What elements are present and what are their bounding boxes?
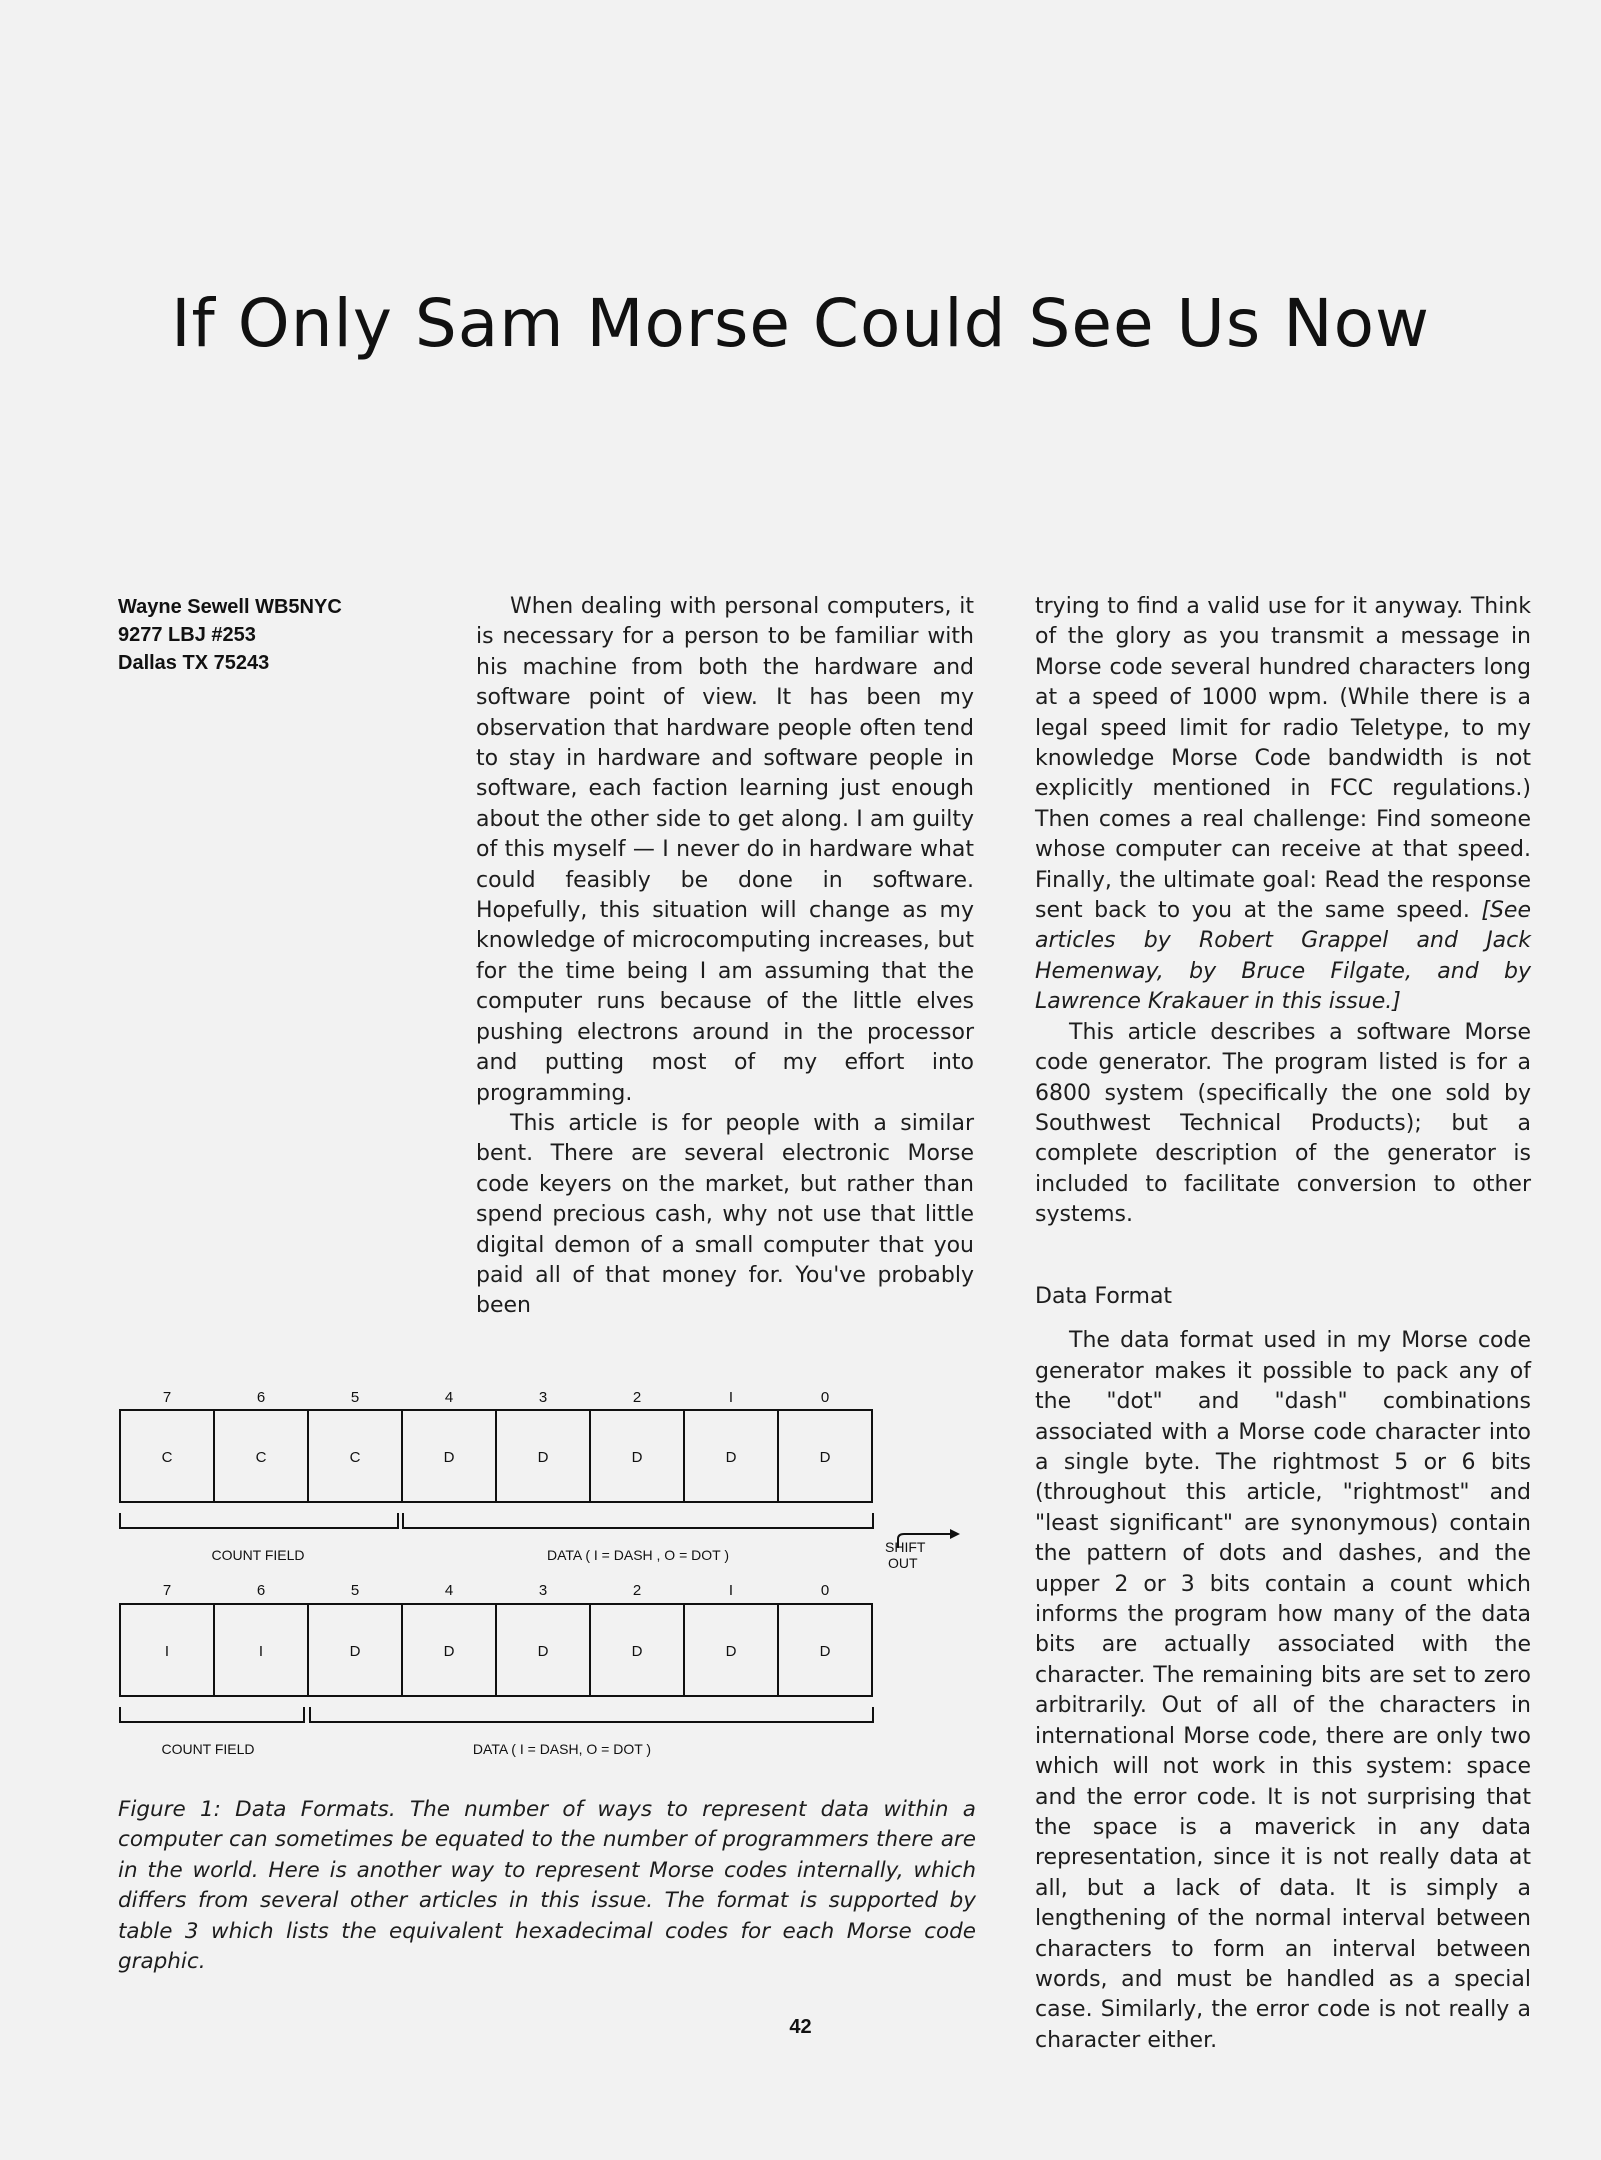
data-field-label: DATA ( I = DASH , O = DOT ) <box>546 1547 730 1563</box>
bit-number: 2 <box>632 1389 642 1406</box>
bit-cell-label: D <box>537 1449 549 1466</box>
author-address-line-2: Dallas TX 75243 <box>118 652 270 674</box>
data-field-bracket <box>403 1513 873 1528</box>
bit-row-1 <box>120 1389 960 1571</box>
count-field-bracket <box>120 1513 398 1528</box>
bit-number: 5 <box>350 1582 360 1599</box>
bit-cell-label: C <box>349 1449 361 1466</box>
bit-number: 0 <box>820 1389 830 1406</box>
author-name: Wayne Sewell WB5NYC <box>118 596 342 618</box>
body-column-2-continued <box>1035 1282 1531 2056</box>
bit-cell-label: D <box>349 1643 361 1660</box>
shift-label: SHIFT <box>885 1539 926 1555</box>
body-paragraph <box>1035 592 1531 1018</box>
editor-note: [See articles by Robert Grappel and Jack Hemenway, by Bruce Filgate, and by Lawrence Krakauer in this issue.] <box>1035 898 1531 1015</box>
body-column-1 <box>476 592 974 1322</box>
out-label: OUT <box>888 1555 918 1571</box>
bit-row-2 <box>120 1582 873 1757</box>
bit-cell-label: C <box>161 1449 173 1466</box>
data-field-label: DATA ( I = DASH, O = DOT ) <box>472 1741 652 1757</box>
count-field-label: COUNT FIELD <box>211 1547 305 1563</box>
bit-cell-label: D <box>819 1643 831 1660</box>
body-text: trying to find a valid use for it anyway. Think of the glory as you transmit a message in Morse code several hundred characters long at a speed of 1000 wpm. (While there is a legal speed limit for radio Teletype, to my knowledge Morse Code bandwidth is not explicitly mentioned in FCC regulations.) Then comes a real challenge: Find someone whose computer can receive at that speed. Finally, the ultimate goal: Read the response sent back to you at the same speed. <box>1035 594 1531 924</box>
count-field-bracket <box>120 1707 304 1722</box>
data-field-bracket <box>310 1707 873 1722</box>
section-heading: Data Format <box>1035 1284 1173 1309</box>
bit-number: 7 <box>162 1389 172 1406</box>
bit-number: 3 <box>538 1582 548 1599</box>
figure-data-formats <box>100 1380 980 1770</box>
bit-number: 3 <box>538 1389 548 1406</box>
caption-text: Data Formats. The number of ways to represent data within a computer can sometimes be equated to the number of programmers there are in the world. Here is another way to represent Morse codes internally, which differs from several other articles in this issue. The format is supported by table 3 which lists the equivalent hexadecimal codes for each Morse code graphic. <box>118 1797 976 1975</box>
figure-caption <box>118 1795 976 1977</box>
bit-number: 2 <box>632 1582 642 1599</box>
bit-number: 4 <box>444 1389 454 1406</box>
bit-cell-label: D <box>631 1643 643 1660</box>
bit-number: 5 <box>350 1389 360 1406</box>
bit-cell-label: C <box>255 1449 267 1466</box>
article-title: If Only Sam Morse Could See Us Now <box>171 285 1430 362</box>
bit-number: 6 <box>256 1389 266 1406</box>
body-paragraph: When dealing with personal computers, it is necessary for a person to be familiar with his machine from both the hardware and software point of view. It has been my observation that hardware people often tend to stay in hardware and software people in software, each faction learning just enough about the other side to get along. I am guilty of this myself — I never do in hardware what could feasibly be done in software. Hopefully, this situation will change as my knowledge of microcomputing increases, but for the time being I am assuming that the computer runs because of the little elves pushing electrons around in the processor and putting most of my effort into programming. <box>476 594 974 1106</box>
bit-number: I <box>728 1582 734 1599</box>
page-number: 42 <box>789 2016 812 2038</box>
author-address-line-1: 9277 LBJ #253 <box>118 624 256 646</box>
bit-cell-label: I <box>164 1643 170 1660</box>
figure-diagram <box>100 1380 980 1770</box>
body-paragraph: This article is for people with a similar bent. There are several electronic Morse code keyers on the market, but rather than spend precious cash, why not use that little digital demon of a small computer that you paid all of that money for. You've probably been <box>476 1110 974 1319</box>
caption-label: Figure 1: <box>118 1797 221 1822</box>
bit-cell-label: D <box>725 1643 737 1660</box>
body-paragraph: This article describes a software Morse code generator. The program listed is for a 6800 system (specifically the one sold by Southwest Technical Products); but a complete description of the generator is included to facilitate conversion to other systems. <box>1035 1019 1531 1228</box>
bit-number: I <box>728 1389 734 1406</box>
bit-number: 0 <box>820 1582 830 1599</box>
bit-cell-label: D <box>443 1643 455 1660</box>
bit-number: 6 <box>256 1582 266 1599</box>
bit-number: 4 <box>444 1582 454 1599</box>
shift-out-arrowhead <box>950 1529 960 1539</box>
bit-cell-label: D <box>819 1449 831 1466</box>
bit-number: 7 <box>162 1582 172 1599</box>
bit-cell-label: D <box>443 1449 455 1466</box>
body-paragraph: The data format used in my Morse code generator makes it possible to pack any of the "dot" and "dash" combinations associated with a Morse code character into a single byte. The rightmost 5 or 6 bits (throughout this article, "rightmost" and "least significant" are synonymous) contain the pattern of dots and dashes, and the upper 2 or 3 bits contain a count which informs the program how many of the data bits are actually associated with the character. The remaining bits are set to zero arbitrarily. Out of all of the characters in international Morse code, there are only two which will not work in this system: space and the error code. It is not surprising that the space is a maverick in any data representation, since it is not really data at all, but a lack of data. It is simply a lengthening of the normal interval between characters to form an interval between words, and must be handled as a special case. Similarly, the error code is not really a character either. <box>1035 1328 1531 2053</box>
author-block <box>118 593 398 677</box>
bit-cell-label: D <box>631 1449 643 1466</box>
body-column-2 <box>1035 592 1531 1231</box>
count-field-label: COUNT FIELD <box>161 1741 255 1757</box>
bit-cell-label: D <box>537 1643 549 1660</box>
bit-cell-label: D <box>725 1449 737 1466</box>
bit-cell-label: I <box>258 1643 264 1660</box>
